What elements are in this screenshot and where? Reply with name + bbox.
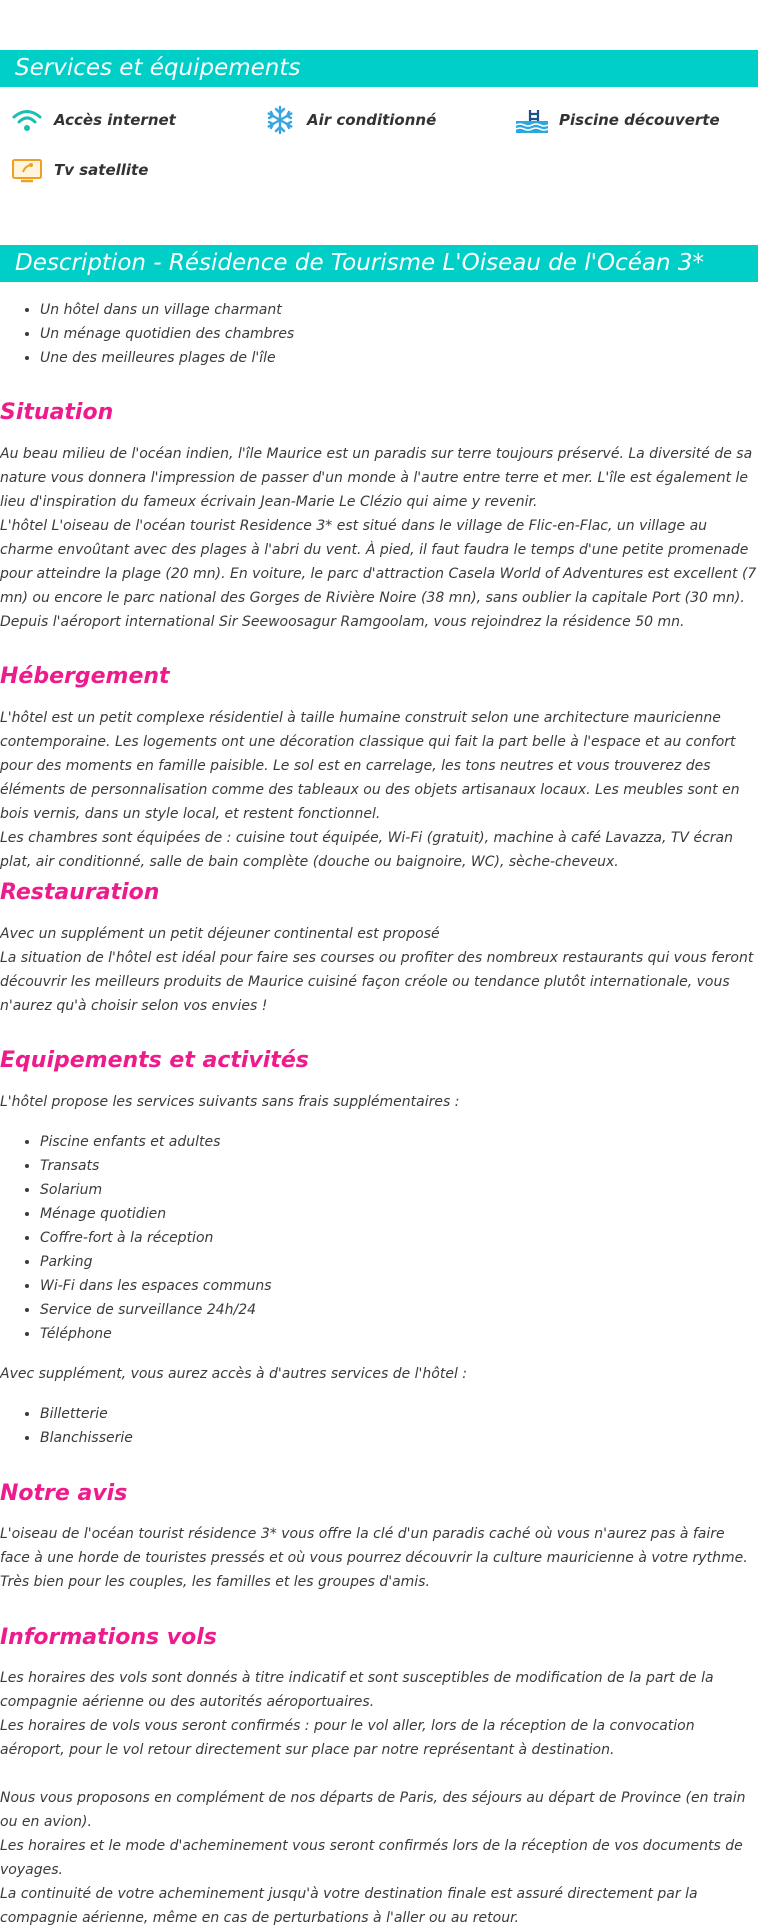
hebergement-heading: Hébergement [0,664,170,689]
list-item: • Coffre-fort à la réception [40,1226,758,1250]
situation-text: Au beau milieu de l'océan indien, l'île Maurice est un paradis sur terre toujours préservé. La diversité de sa nature vous donnera l'impression de passer d'un monde à l'autre entre terre et mer. L'île est également le lieu d'inspiration du fameux écrivain Jean-Marie Le Clézio qui aime y revenir. L'hôtel L'oiseau de l'océan tourist Residence 3* est situé dans le village de Flic-en-Flac, un village au charme envoûtant avec des plages à l'abri du vent. À pied, il faut faudra le temps d'une petite promenade pour atteindre la plage (20 mn). En voiture, le parc d'attraction Casela World of Adventures est excellent (7 mn) ou encore le parc national des Gorges de Rivière Noire (38 mn), sans oublier la capitale Port (30 mn). Depuis l'aéroport international Sir Seewoosagur Ramgoolam, vous rejoindrez la résidence 50 mn. [0,446,757,630]
services-title: Services et équipements [15,55,301,81]
hebergement-text: L'hôtel est un petit complexe résidentiel à taille humaine construit selon une architecture mauricienne contemporaine. Les logements ont une décoration classique qui fait la part belle à l'espace et au confort pour des moments en famille paisible. Le sol est en carrelage, les tons neutres et vous trouverez des éléments de personnalisation comme des tableaux ou des objets artisanaux locaux. Les meubles sont en bois vernis, dans un style local, et restent fonctionnel. Les chambres sont équipées de : cuisine tout équipée, Wi-Fi (gratuit), machine à café Lavazza, TV écran plat, air conditionné, salle de bain complète (douche ou baignoire, WC), sèche-cheveux. [0,710,740,870]
list-item: • Piscine enfants et adultes [40,1130,758,1154]
avis-heading: Notre avis [0,1481,128,1506]
list-item: • Blanchisserie [40,1426,758,1450]
list-item: • Parking [40,1250,758,1274]
equipements-intro: L'hôtel propose les services suivants sans frais supplémentaires : [0,1094,460,1110]
paid-services-intro: Avec supplément, vous aurez accès à d'autres services de l'hôtel : [0,1366,467,1382]
list-item: • Ménage quotidien [40,1202,758,1226]
vols-heading: Informations vols [0,1625,217,1650]
restauration-text: Avec un supplément un petit déjeuner continental est proposé La situation de l'hôtel est idéal pour faire ses courses ou profiter des nombreux restaurants qui vous feront découvrir les meilleurs produits de Maurice cuisiné façon créole ou tendance plutôt internationale, vous n'aurez qu'à choisir selon vos envies ! [0,926,754,1014]
service-tv: Tv satellite [10,156,148,184]
situation-heading: Situation [0,400,114,425]
service-pool: Piscine découverte [515,106,720,134]
wifi-icon [10,106,44,134]
description-title: Description - Résidence de Tourisme L'Oiseau de l'Océan 3* [15,250,705,276]
list-item: • Téléphone [40,1322,758,1346]
service-internet: Accès internet [10,106,176,134]
list-item: • Wi-Fi dans les espaces communs [40,1274,758,1298]
vols-text: Les horaires des vols sont donnés à titre indicatif et sont susceptibles de modification de la part de la compagnie aérienne ou des autorités aéroportuaires. Les horaires de vols vous seront confirmés : pour le vol aller, lors de la réception de la convocation aéroport, pour le vol retour directement sur place par notre représentant à destination. Nous vous proposons en complément de nos départs de Paris, des séjours au départ de Province (en train ou en avion). Les horaires et le mode d'acheminement vous seront confirmés lors de la réception de vos documents de voyages. La continuité de votre acheminement jusqu'à votre destination finale est assuré directement par la compagnie aérienne, même en cas de perturbations à l'aller ou au retour. [0,1670,746,1926]
avis-text: L'oiseau de l'océan tourist résidence 3* vous offre la clé d'un paradis caché où vous n'aurez pas à faire face à une horde de touristes pressés et où vous pourrez découvrir la culture mauricienne à votre rythme. Très bien pour les couples, les familles et les groupes d'amis. [0,1526,748,1590]
tv-icon [10,156,44,184]
highlights-list [0,298,758,370]
restauration-heading: Restauration [0,880,160,905]
list-item: • Un hôtel dans un village charmant [40,298,758,322]
services-banner [0,50,758,87]
list-item: • Un ménage quotidien des chambres [40,322,758,346]
paid-services-list [0,1402,758,1450]
list-item: • Une des meilleures plages de l'île [40,346,758,370]
list-item: • Service de surveillance 24h/24 [40,1298,758,1322]
snowflake-icon [263,106,297,134]
list-item: • Solarium [40,1178,758,1202]
pool-icon [515,106,549,134]
list-item: • Transats [40,1154,758,1178]
list-item: • Billetterie [40,1402,758,1426]
free-services-list [0,1130,758,1346]
description-banner [0,245,758,282]
service-aircon: Air conditionné [263,106,436,134]
equipements-heading: Equipements et activités [0,1048,309,1073]
